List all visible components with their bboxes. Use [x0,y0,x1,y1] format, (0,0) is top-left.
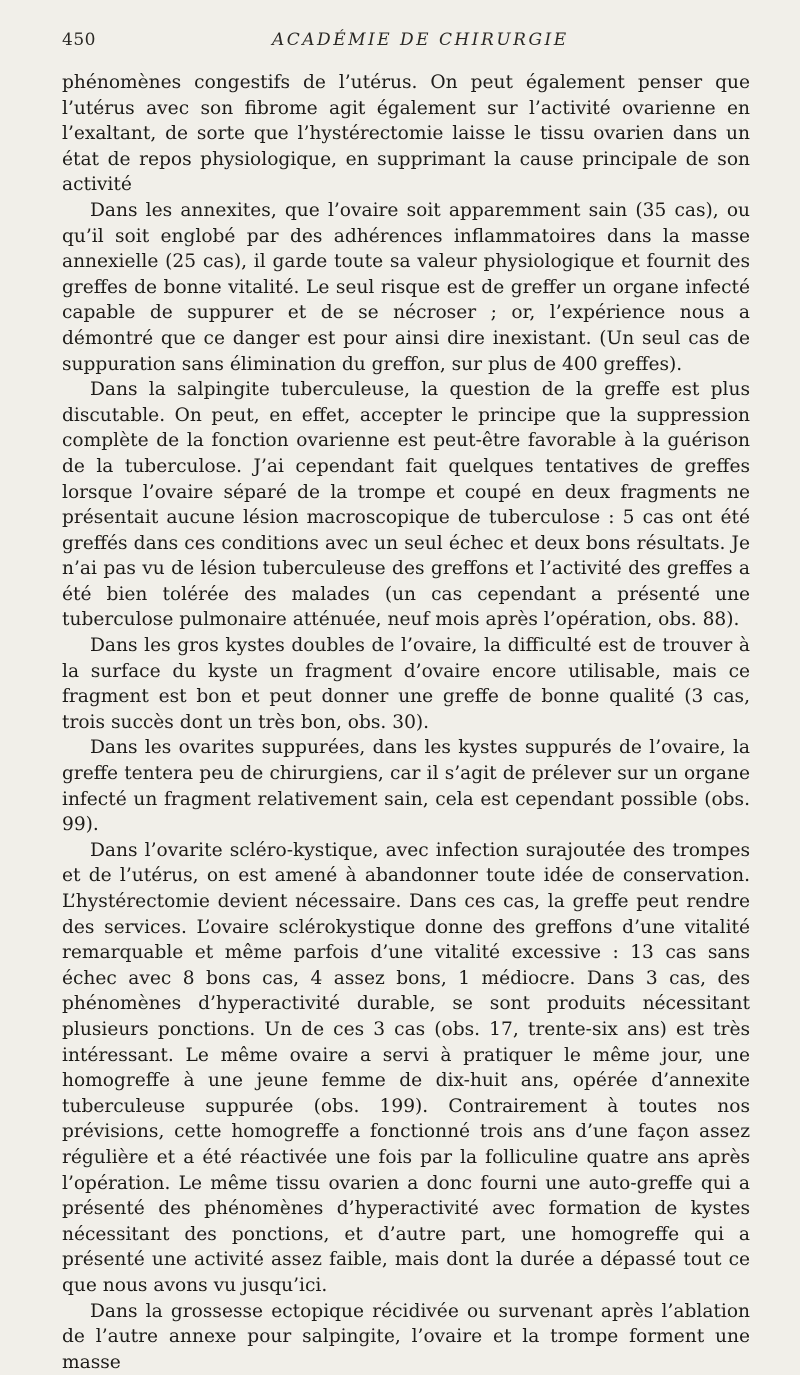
page-number: 450 [62,30,96,50]
running-title: ACADÉMIE DE CHIRURGIE [272,30,569,50]
body-text [62,70,750,1375]
page-header [62,30,748,54]
paragraph-ovarite-sclero-kystique: Dans l’ovarite scléro-kystique, avec infection surajoutée des trompes et de l’utérus, on est amené à abandonner toute idée de conservation. L’hystérectomie devient nécessaire. Dans ces cas, la greffe peut rendre des services. L’ovaire sclérokystique donne des greffons d’une vitalité remarquable et même parfois d’une vitalité excessive : 13 cas sans échec avec 8 bons cas, 4 assez bons, 1 médiocre. Dans 3 cas, des phénomènes d’hyperactivité durable, se sont produits nécessitant plusieurs ponctions. Un de ces 3 cas (obs. 17, trente-six ans) est très intéressant. Le même ovaire a servi à pratiquer le même jour, une homogreffe à une jeune femme de dix-huit ans, opérée d’annexite tuberculeuse suppurée (obs. 199). Contrairement à toutes nos prévisions, cette homogreffe a fonctionné trois ans d’une façon assez régulière et a été réactivée une fois par la folliculine quatre ans après l’opération. Le même tissu ovarien a donc fourni une auto-greffe qui a présenté des phénomènes d’hyperactivité avec formation de kystes nécessitant des ponctions, et d’autre part, une homogreffe qui a présenté une activité assez faible, mais dont la durée a dépassé tout ce que nous avons vu jusqu’ici. [62,838,750,1299]
paragraph-ovarites-suppurees: Dans les ovarites suppurées, dans les kystes suppurés de l’ovaire, la greffe tentera peu de chirurgiens, car il s’agit de prélever sur un organe infecté un fragment relativement sain, cela est cependant possible (obs. 99). [62,735,750,837]
paragraph-grossesse-ectopique: Dans la grossesse ectopique récidivée ou survenant après l’ablation de l’autre annexe pour salpingite, l’ovaire et la trompe forment une masse [62,1299,750,1375]
paragraph-kystes-doubles: Dans les gros kystes doubles de l’ovaire, la difficulté est de trouver à la surface du kyste un fragment d’ovaire encore utilisable, mais ce fragment est bon et peut donner une greffe de bonne qualité (3 cas, trois succès dont un très bon, obs. 30). [62,633,750,735]
paragraph-uterus-continuation: phénomènes congestifs de l’utérus. On peut également penser que l’utérus avec son fibrome agit également sur l’activité ovarienne en l’exaltant, de sorte que l’hystérectomie laisse le tissu ovarien dans un état de repos physiologique, en supprimant la cause principale de son activité [62,70,750,198]
paragraph-salpingite-tuberculeuse: Dans la salpingite tuberculeuse, la question de la greffe est plus discutable. On peut, en effet, accepter le principe que la suppression complète de la fonction ovarienne est peut-être favorable à la guérison de la tuberculose. J’ai cependant fait quelques tentatives de greffes lorsque l’ovaire séparé de la trompe et coupé en deux fragments ne présentait aucune lésion macroscopique de tuberculose : 5 cas ont été greffés dans ces conditions avec un seul échec et deux bons résultats. Je n’ai pas vu de lésion tuberculeuse des greffons et l’activité des greffes a été bien tolérée des malades (un cas cependant a présenté une tuberculose pulmonaire atténuée, neuf mois après l’opération, obs. 88). [62,377,750,633]
paragraph-annexites: Dans les annexites, que l’ovaire soit apparemment sain (35 cas), ou qu’il soit englobé par des adhérences inflammatoires dans la masse annexielle (25 cas), il garde toute sa valeur physiologique et fournit des greffes de bonne vitalité. Le seul risque est de greffer un organe infecté capable de suppurer et de se nécroser ; or, l’expérience nous a démontré que ce danger est pour ainsi dire inexistant. (Un seul cas de suppuration sans élimination du greffon, sur plus de 400 greffes). [62,198,750,377]
